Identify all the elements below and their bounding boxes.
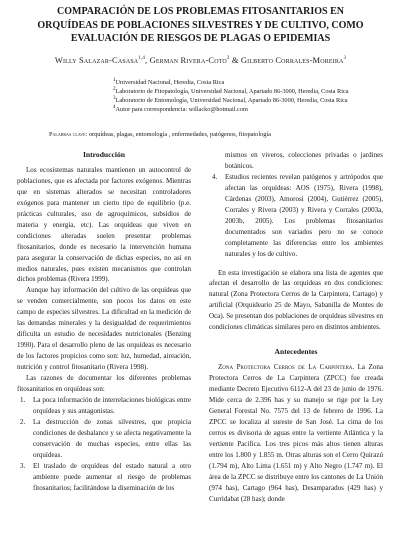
list-item-continuation — [209, 150, 383, 172]
intro-paragraph-2: Aunque hay información del cultivo de las orquídeas que se venden comercialmente, son pocos los datos en este campo de especies silvestres. La dificultad en la medición de las demandas minerales y la desigualdad de requerimientos dificulta un estudio de necesidades nutricionales (Benzing 1990). Para el desarrollo pleno de las orquídeas es necesario de los factores propicios como son: luz, humedad, aireación, nutrición y control fitosanitario (Rivera 1998). — [17, 286, 191, 372]
author-3: Gilberto Corrales-Moreira — [240, 55, 344, 65]
keywords-label: Palabras clave: — [49, 131, 88, 138]
author-2: German Rivera-Coto — [149, 55, 227, 65]
keywords-text: orquídeas, plagas, entomología , enfermedades, patógenos, fitopatología — [87, 131, 271, 138]
investigation-paragraph: En esta investigación se elabora una lista de agentes que afectan el desarrollo de las orquídeas en dos condiciones: natural (Zona Protectora Cerros de la Carpintera, Cartago) y artificial (Orquideario 25 de Mayo, Sabanilla de Montes de Oca). Se presentan dos poblaciones de orquídeas silvestres en condiciones climáticas similares pero en distintos ambientes. — [209, 268, 383, 332]
left-column — [17, 150, 191, 494]
list-item-text: La destrucción de zonas silvestres, que propicia condiciones de desbalance y se afecta negativamente la conservación de muchas especies, entre ellas las orquídeas. — [33, 417, 191, 459]
list-item-number: 3. — [20, 461, 26, 470]
affiliation-1 — [113, 79, 224, 87]
section-gap — [209, 333, 383, 347]
title-line-2: ORQUÍDEAS DE POBLACIONES SILVESTRES Y DE CULTIVO, COMO — [37, 19, 364, 31]
keywords — [49, 131, 271, 139]
affiliation-2 — [113, 88, 349, 96]
affiliation-1-text: Universidad Nacional, Heredia, Costa Rica — [115, 79, 225, 86]
affiliation-2-marker: 2 — [113, 86, 116, 92]
author-separator-1: , — [145, 55, 150, 65]
list-item — [17, 461, 191, 494]
list-item-text: La poca información de interrelaciones biológicas entre orquídeas y sus antagonistas. — [33, 395, 191, 415]
right-column — [209, 150, 383, 505]
list-item-text: mismos en viveros, colecciones privadas o jardines botánicos. — [225, 151, 383, 170]
list-item-number-spacer — [209, 150, 225, 172]
antecedentes-text: La Zona Protectora Cerros de La Carpintera (ZPCC) fue creada mediante Decreto Ejecutivo 6112-A del 23 de junio de 1976. Mide cerca de 2.396 has y su manejo se rige por la Ley General Forestal No. 7575 del 13 de febrero de 1996. La ZPCC se localiza al sureste de San José. La cima de los cerros es divisoria de aguas entre la vertiente Atlántica y la vertiente Pacífica. Los tres picos más altos tienen alturas entre los 1.800 y 1.855 m. Otras alturas son el Cerro Quirazú (1.794 m), Alto Lima (1.651 m) y Alto Negro (1.747 m). El área de la ZPCC se distribuye entre los cantones de La Unión (974 has), Cartago (964 has), Desamparados (429 has) y Curridabat (28 has); donde — [209, 363, 383, 503]
paragraph-gap — [209, 260, 383, 268]
author-1: Willy Salazar-Casasa — [54, 55, 139, 65]
list-item-number: 1. — [20, 395, 26, 404]
section-heading-introduccion: Introducción — [82, 150, 126, 159]
affiliation-2-text: Laboratorio de Fitopatología, Universidad Nacional, Apartado 86-3000, Heredia, Costa Rica — [115, 88, 349, 95]
list-item-number: 2. — [20, 417, 26, 426]
affiliation-1-marker: 1 — [113, 77, 116, 83]
antecedentes-lead: Zona Protectora Cerros de La Carpintera. — [218, 363, 355, 372]
affiliation-3-text: Laboratorio de Entomología, Universidad Nacional, Apartado 86-3000, Heredia, Costa Rica — [115, 97, 348, 104]
list-item-text: El traslado de orquídeas del estado natural a otro ambiente puede aumentar el riesgo de problemas fitosanitarios; facilitándose la diseminación de los — [33, 461, 191, 492]
affiliation-4-marker: 4 — [113, 104, 116, 110]
author-1-affiliation: 1,4 — [138, 56, 145, 62]
list-item — [17, 417, 191, 461]
intro-paragraph-3: Las razones de documentar los diferentes problemas fitosanitarios en orquídeas son: — [17, 374, 191, 394]
author-2-affiliation: 2 — [226, 56, 230, 62]
list-item-number: 4. — [212, 172, 218, 181]
affiliation-3 — [113, 97, 348, 105]
antecedentes-paragraph — [209, 362, 383, 504]
list-item — [209, 172, 383, 260]
author-list — [12, 55, 389, 66]
author-separator-2: & — [229, 55, 241, 65]
intro-paragraph-1: Los ecosistemas naturales mantienen un autocontrol de poblaciones, que es afectada por factores exógenos. Mientras que en sistemas alterados se necesitan controladores exógenos para mantener un cierto tipo de equilibrio (p.e. prácticas culturales, uso de agroquímicos, subsidios de materia y energía, etc). Las orquídeas que viven en condiciones alteradas suelen presentar problemas fitosanitarios, donde es necesario la intervención humana para asegurar la conservación de dichas especies, no así en medios naturales, pues existen mecanismos que controlan dichos problemas (Rivera 1999). — [17, 165, 191, 284]
title-line-1: COMPARACIÓN DE LOS PROBLEMAS FITOSANITARIOS EN — [57, 6, 344, 17]
paper-title — [14, 5, 387, 46]
list-item-text: Estudios recientes revelan patógenos y artrópodos que afectan las orquídeas: AOS (1975), Rivera (1998), Cárdenas (2003), Amorosi (2004), Gutiérrez (2005), Corrales y Rivera (2003) y Rivera y Corrales (2003a, 2003b, 2005). Los problemas fitosanitarios documentados son variados pero no se conoce completamente las diferencias entre los ambientes naturales y los de cultivo. — [225, 172, 383, 258]
author-3-affiliation: 3 — [343, 56, 347, 62]
affiliation-4-text: Autor para correspondencia: willacko@hotmail.com — [115, 106, 248, 113]
title-line-3: EVALUACIÓN DE RIESGOS DE PLAGAS O EPIDEMIAS — [70, 33, 331, 45]
list-item — [17, 395, 191, 417]
section-heading-antecedentes: Antecedentes — [274, 347, 318, 357]
affiliation-3-marker: 3 — [113, 95, 116, 101]
affiliation-4 — [113, 106, 248, 114]
